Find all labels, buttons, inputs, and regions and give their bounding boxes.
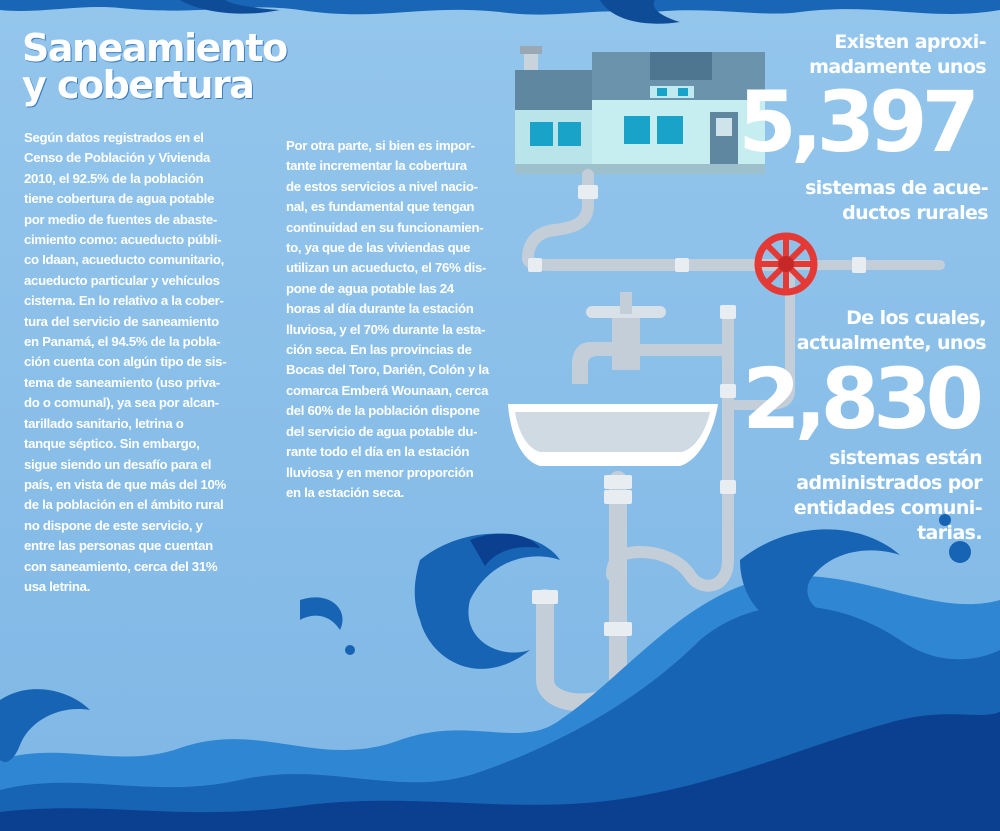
- text-line: con saneamiento, cerca del 31%: [24, 558, 218, 574]
- text-line: nal, es fundamental que tengan: [286, 199, 475, 215]
- text-line: tiene cobertura de agua potable: [24, 191, 215, 207]
- text-line: tanque séptico. Sin embargo,: [24, 436, 200, 452]
- text-line: acueducto particular y vehículos: [24, 272, 220, 288]
- text-line: entre las personas que cuentan: [24, 538, 213, 554]
- stat-1-number: 5,397: [738, 73, 974, 171]
- stat-text-line: ductos rurales: [842, 202, 988, 224]
- text-line: lluviosa, y el 70% durante la esta-: [286, 321, 486, 337]
- text-line: do o comunal), ya sea por alcan-: [24, 395, 219, 411]
- text-line: Por otra parte, si bien es impor-: [286, 138, 475, 153]
- text-line: ción seca. En las provincias de: [286, 342, 472, 358]
- stat-2-number: 2,830: [742, 350, 978, 448]
- page-title: [22, 26, 287, 107]
- text-line: del 60% de la población dispone: [286, 403, 480, 419]
- text-line: 2010, el 92.5% de la población: [24, 170, 204, 186]
- text-line: utilizan un acueducto, el 76% dis-: [286, 260, 487, 276]
- text-line: tante incrementar la cobertura: [286, 158, 467, 174]
- text-line: cimiento como: acueducto públi-: [24, 232, 222, 248]
- text-line: país, en vista de que más del 10%: [24, 476, 226, 492]
- stat-text-line: Existen aproxi-: [834, 31, 986, 53]
- stat-2-caption: [794, 446, 982, 546]
- text-line: comarca Emberá Wounaan, cerca: [286, 382, 489, 398]
- text-line: to, ya que de las viviendas que: [286, 240, 471, 256]
- text-line: tema de saneamiento (uso priva-: [24, 374, 220, 390]
- text-line: pone de agua potable las 24: [286, 280, 454, 296]
- title-line: y cobertura: [22, 63, 254, 107]
- house-icon: [515, 46, 765, 174]
- stat-text-line: sistemas de acue-: [805, 177, 988, 199]
- sink-icon: [508, 404, 718, 466]
- text-line: del servicio de agua potable du-: [286, 423, 478, 439]
- stat-text-line: actualmente, unos: [796, 332, 986, 354]
- stat-text-line: administrados por: [796, 472, 982, 494]
- stat-text-line: sistemas están: [829, 447, 982, 469]
- stat-2-intro: [797, 306, 986, 356]
- text-line: Bocas del Toro, Darién, Colón y la: [286, 362, 489, 378]
- text-line: Censo de Población y Vivienda: [24, 150, 210, 166]
- text-line: Según datos registrados en el: [24, 130, 204, 145]
- text-line: de estos servicios a nivel nacio-: [286, 178, 478, 194]
- text-line: usa letrina.: [24, 578, 91, 594]
- text-line: co Idaan, acueducto comunitario,: [24, 252, 224, 268]
- text-line: en Panamá, el 94.5% de la pobla-: [24, 334, 221, 350]
- text-line: ción cuenta con algún tipo de sis-: [24, 354, 227, 370]
- text-line: lluviosa y en menor proporción: [286, 464, 474, 480]
- text-line: cisterna. En lo relativo a la cober-: [24, 293, 224, 309]
- stat-text-line: madamente unos: [809, 56, 986, 78]
- title-line: Saneamiento: [22, 26, 287, 70]
- stat-text-line: tarias.: [917, 522, 982, 544]
- text-line: de la población en el ámbito rural: [24, 497, 224, 513]
- text-line: sigue siendo un desafío para el: [24, 456, 212, 472]
- stat-text-line: entidades comuni-: [793, 497, 982, 519]
- text-line: rante todo el día en la estación: [286, 444, 470, 460]
- text-column-coverage: [24, 128, 226, 597]
- text-column-continuity: [286, 136, 489, 503]
- faucet-icon: [572, 292, 728, 384]
- text-line: no dispone de este servicio, y: [24, 517, 203, 533]
- top-wave-icon: [0, 0, 1000, 24]
- stat-text-line: De los cuales,: [846, 307, 986, 329]
- text-line: continuidad en su funcionamien-: [286, 219, 484, 235]
- stat-1-caption: [805, 176, 988, 226]
- text-line: en la estación seca.: [286, 484, 404, 500]
- text-line: horas al día durante la estación: [286, 301, 474, 317]
- text-line: tarillado sanitario, letrina o: [24, 415, 184, 431]
- valve-wheel-icon: [758, 236, 814, 292]
- text-line: tura del servicio de saneamiento: [24, 313, 219, 329]
- text-line: por medio de fuentes de abaste-: [24, 211, 217, 227]
